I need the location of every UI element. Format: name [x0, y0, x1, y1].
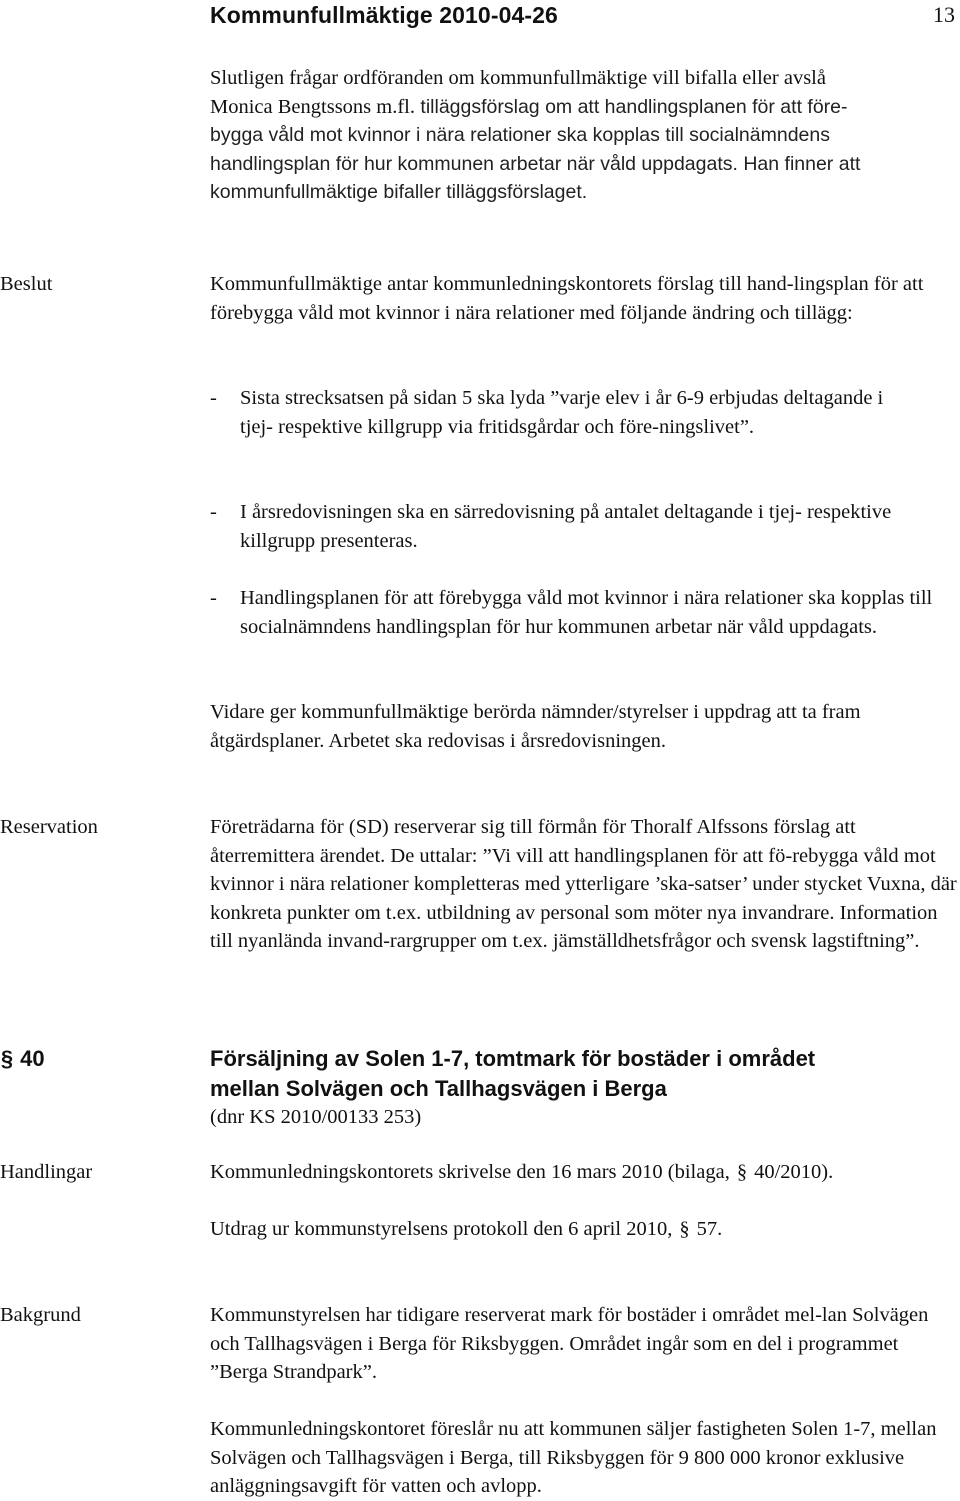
handlingar-line2-ref: 57. — [696, 1218, 723, 1240]
bullet-dash: - — [210, 501, 217, 523]
handlingar-label: Handlingar — [0, 1161, 93, 1183]
intro-line2-sans: tilläggsförslag om att handlingsplanen för att före- — [415, 95, 848, 118]
section-number-value: 40 — [20, 1046, 45, 1071]
beslut-text: Kommunfullmäktige antar kommunledningskontorets förslag till hand-lingsplan för att förebygga våld mot kvinnor i nära relationer med följande ändring och tillägg: — [210, 273, 924, 324]
section-dnr: (dnr KS 2010/00133 253) — [210, 1106, 422, 1128]
beslut-closing: Vidare ger kommunfullmäktige berörda nämnder/styrelser i uppdrag att ta fram åtgärdsplaner. Arbetet ska redovisas i årsredovisningen. — [210, 701, 861, 752]
beslut-bullet-1 — [210, 384, 900, 441]
page-header-title: Kommunfullmäktige 2010-04-26 — [210, 2, 558, 28]
section-title-line1: Försäljning av Solen 1-7, tomtmark för bostäder i området — [210, 1046, 816, 1071]
page-number: 13 — [933, 2, 955, 27]
beslut-bullet-2 — [210, 498, 940, 555]
bakgrund-label: Bakgrund — [0, 1304, 81, 1326]
section-number — [0, 1044, 45, 1074]
bullet-dash: - — [210, 387, 217, 409]
beslut-bullet-3 — [210, 584, 958, 641]
paragraph-sign: § — [736, 1161, 748, 1183]
handlingar-line2-text: Utdrag ur kommunstyrelsens protokoll den 6 april 2010, — [210, 1218, 673, 1240]
intro-line1: Slutligen frågar ordföranden om kommunfullmäktige vill bifalla eller avslå — [210, 67, 826, 89]
paragraph-sign: § — [679, 1218, 690, 1240]
handlingar-line1-ref: 40/2010). — [754, 1161, 834, 1183]
reservation-label: Reservation — [0, 816, 98, 838]
bullet-text: Sista strecksatsen på sidan 5 ska lyda ”varje elev i år 6-9 erbjudas deltagande i tjej- respektive killgrupp via fritidsgårdar och före-ningslivet”. — [240, 387, 884, 438]
paragraph-sign: § — [0, 1046, 14, 1071]
bullet-text: Handlingsplanen för att förebygga våld mot kvinnor i nära relationer ska kopplas till socialnämndens handlingsplan för hur kommunen arbetar när våld uppdagats. — [240, 587, 933, 638]
reservation-text: Företrädarna för (SD) reserverar sig till förmån för Thoralf Alfssons förslag att återremittera ärendet. De uttalar: ”Vi vill att handlingsplanen för att fö-rebygga våld mot kvinnor i nära relationer kompletteras med ytterligare ’ska-satser’ under stycket Vuxna, där konkreta punkter om t.ex. utbildning av personal som möter nya invandrare. Information till nyanlända invand-rargrupper om t.ex. jämställdhetsfrågor och svensk lagstiftning”. — [210, 816, 957, 952]
handlingar-line1-text: Kommunledningskontorets skrivelse den 16 mars 2010 (bilaga, — [210, 1161, 730, 1183]
bullet-dash: - — [210, 587, 217, 609]
bakgrund-para2: Kommunledningskontoret föreslår nu att kommunen säljer fastigheten Solen 1-7, mellan Solvägen och Tallhagsvägen i Berga, till Riksbyggen för 9 800 000 kronor exklusive anläggningsavgift för vatten och avlopp. — [210, 1418, 937, 1497]
section-title — [210, 1044, 960, 1104]
section-title-line2: mellan Solvägen och Tallhagsvägen i Berga — [210, 1076, 667, 1101]
intro-rest: bygga våld mot kvinnor i nära relationer ska kopplas till socialnämndens handlingsplan för hur kommunen arbetar när våld uppdagats. Han finner att kommunfullmäktige bifaller tilläggsförslaget. — [210, 124, 861, 203]
handlingar-line1 — [210, 1158, 960, 1187]
handlingar-line2 — [210, 1215, 960, 1244]
bakgrund-para1: Kommunstyrelsen har tidigare reserverat mark för bostäder i området mel-lan Solvägen och Tallhagsvägen i Berga för Riksbyggen. Området ingår som en del i programmet ”Berga Strandpark”. — [210, 1304, 929, 1383]
intro-line2 — [210, 93, 960, 122]
bullet-text: I årsredovisningen ska en särredovisning på antalet deltagande i tjej- respektive killgrupp presenteras. — [240, 501, 892, 552]
beslut-label: Beslut — [0, 273, 53, 295]
intro-paragraph — [210, 64, 960, 207]
intro-line2-serif: Monica Bengtssons m.fl. — [210, 95, 415, 118]
